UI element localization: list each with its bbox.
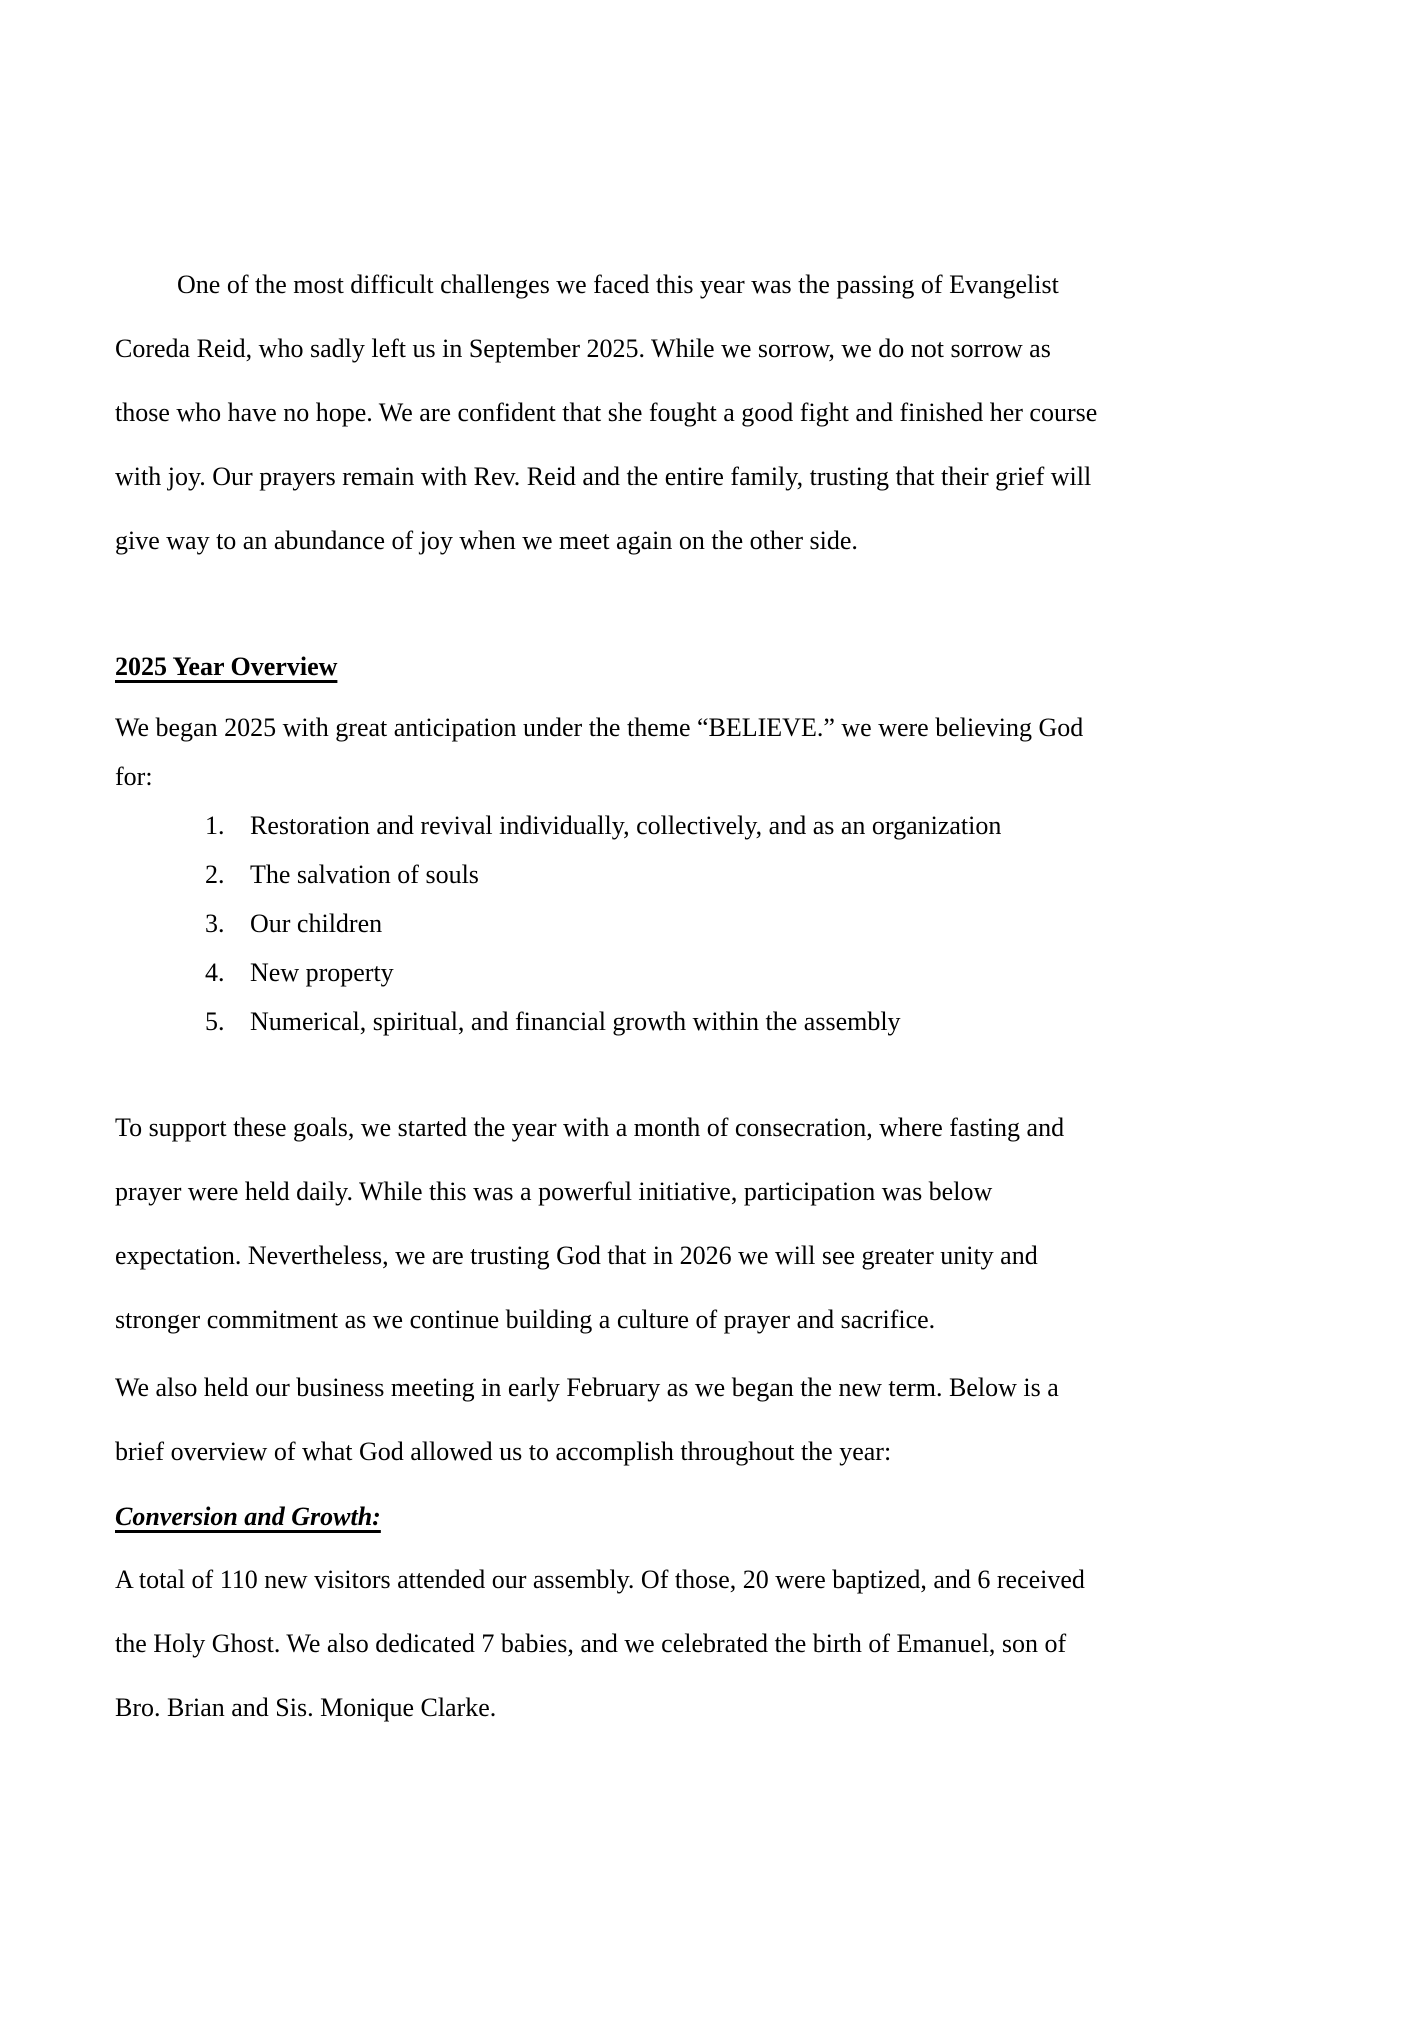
paragraph-consecration: To support these goals, we started the year with a month of consecration, where fasting and prayer were held daily. While this was a powerful initiative, participation was below expectation. Nevertheless, we are trusting God that in 2026 we will see greater unity and stronger commitment as we continue building a culture of prayer and sacrifice. xyxy=(115,1113,1065,1334)
goal-number: 1. xyxy=(205,811,225,840)
goal-list-item xyxy=(115,997,1105,1046)
goal-list-item xyxy=(115,850,1105,899)
goal-text: Numerical, spiritual, and financial growth within the assembly xyxy=(250,1007,901,1036)
goal-number: 4. xyxy=(205,958,225,987)
paragraph-theme-intro: We began 2025 with great anticipation under the theme “BELIEVE.” we were believing God for: xyxy=(115,713,1084,791)
paragraph-conversion-growth: A total of 110 new visitors attended our assembly. Of those, 20 were baptized, and 6 received the Holy Ghost. We also dedicated 7 babies, and we celebrated the birth of Emanuel, son of Bro. Brian and Sis. Monique Clarke. xyxy=(115,1565,1085,1722)
paragraph-business-meeting: We also held our business meeting in early February as we began the new term. Below is a brief overview of what God allowed us to accomplish throughout the year: xyxy=(115,1373,1059,1466)
goal-text: New property xyxy=(250,958,394,987)
goal-text: The salvation of souls xyxy=(250,860,479,889)
goals-list xyxy=(115,801,1105,1046)
goal-text: Restoration and revival individually, collectively, and as an organization xyxy=(250,811,1002,840)
goal-text: Our children xyxy=(250,909,383,938)
goal-list-item xyxy=(115,899,1105,948)
section-heading-2025-overview: 2025 Year Overview xyxy=(115,652,338,681)
goal-number: 2. xyxy=(205,860,225,889)
goal-list-item xyxy=(115,948,1105,997)
goal-list-item xyxy=(115,801,1105,850)
goal-number: 5. xyxy=(205,1007,225,1036)
goal-number: 3. xyxy=(205,909,225,938)
subsection-heading-conversion-growth: Conversion and Growth: xyxy=(115,1502,381,1531)
paragraph-memorial: One of the most difficult challenges we faced this year was the passing of Evangelist Coreda Reid, who sadly left us in September 2025. While we sorrow, we do not sorrow as those who have no hope. We are confident that she fought a good fight and finished her course with joy. Our prayers remain with Rev. Reid and the entire family, trusting that their grief will give way to an abundance of joy when we meet again on the other side. xyxy=(115,270,1098,555)
